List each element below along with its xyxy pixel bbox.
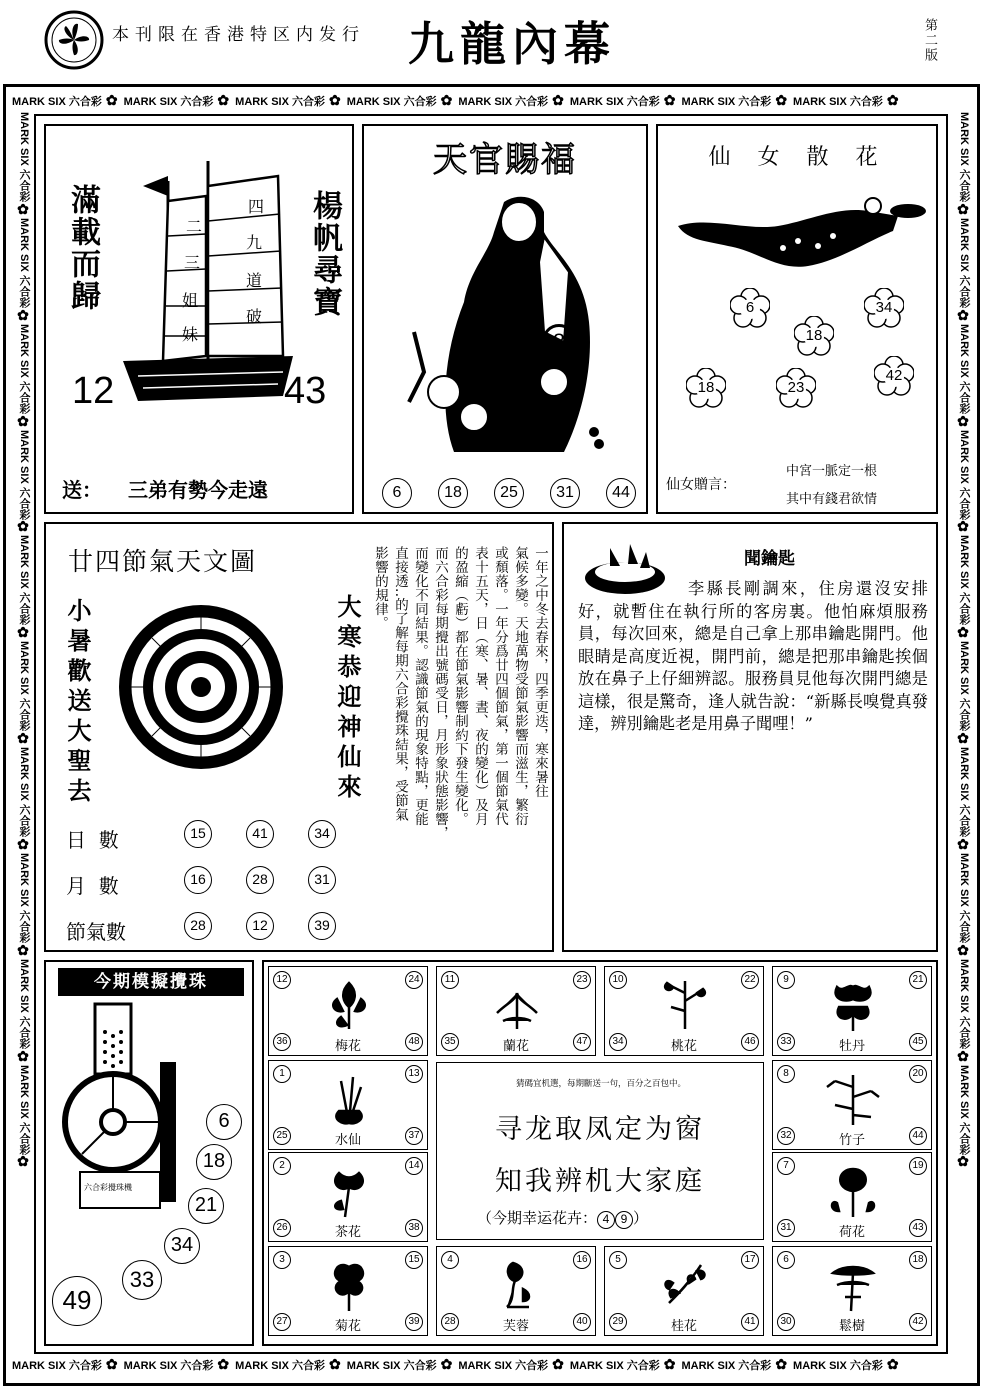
flower-ornament-icon: ✿: [956, 1154, 972, 1171]
ship-number-right: 43: [284, 370, 327, 412]
blossom-number: 42: [885, 367, 903, 384]
flower-ornament-icon: ✿: [440, 1356, 453, 1372]
tianguan-panel: [362, 124, 648, 514]
flower-illustration-icon: [655, 1253, 715, 1313]
flower-illustration-icon: [823, 1253, 883, 1313]
solar-row-label: 月 數: [66, 874, 119, 898]
solar-row-number: 16: [184, 866, 212, 894]
article-column: 的盈縮（虧）都在節氣影響制約下發生變化。: [452, 546, 468, 826]
flower-number: 23: [573, 971, 591, 989]
flower-illustration-icon: [823, 1159, 883, 1219]
flower-cell: [604, 966, 764, 1056]
flower-cell: [772, 1060, 932, 1150]
flower-blossom: [686, 368, 726, 408]
solar-terms-panel: [44, 522, 554, 952]
flower-cell: [772, 1246, 932, 1336]
flower-number: 44: [909, 1127, 927, 1145]
flower-ornament-icon: ✿: [956, 731, 972, 748]
border-strip-text: MARK SIX 六合彩: [18, 112, 30, 202]
sim-ball: 21: [188, 1188, 224, 1224]
flower-ornament-icon: ✿: [552, 1356, 564, 1372]
flower-ornament-icon: ✿: [16, 201, 32, 218]
flower-name: 水仙: [334, 1133, 361, 1148]
solar-row-number: 39: [308, 912, 336, 940]
border-strip-text: MARK SIX 六合彩: [12, 1360, 102, 1372]
flower-cell: [772, 1152, 932, 1242]
flower-number: 2: [273, 1157, 291, 1175]
sail-char-2: 九: [246, 233, 263, 252]
flower-number: 28: [441, 1313, 459, 1331]
solar-row-number: 15: [184, 820, 212, 848]
flower-number: 45: [909, 1033, 927, 1051]
saying-line-2: 其中有錢君欲情: [786, 492, 878, 507]
flower-name: 蘭花: [502, 1039, 529, 1054]
border-strip-top: [12, 92, 970, 112]
center-box: [436, 1062, 764, 1240]
flower-cell: [772, 966, 932, 1056]
border-strip-text: MARK SIX 六合彩: [458, 1360, 549, 1372]
left-vertical-slogan: 小暑歡送大聖去: [63, 598, 92, 808]
border-strip-text: MARK SIX 六合彩: [958, 852, 970, 943]
sim-ball: 6: [206, 1104, 242, 1140]
article-column: 直接透..的了解每期六合彩攪珠結果，受節氣: [392, 546, 408, 822]
flower-ornament-icon: ✿: [956, 307, 972, 324]
flower-name: 牡丹: [838, 1039, 865, 1054]
flower-number: 19: [909, 1157, 927, 1175]
flower-ornament-icon: ✿: [16, 519, 32, 536]
flower-blossoms: [658, 276, 940, 436]
solar-row-number: 28: [246, 866, 274, 894]
sim-ball: 34: [164, 1228, 200, 1264]
hint-number-1: 4: [597, 1211, 615, 1229]
border-strip-text: MARK SIX 六合彩: [235, 1360, 325, 1372]
flower-ornament-icon: ✿: [886, 1356, 899, 1372]
flower-ornament-icon: ✿: [105, 92, 118, 108]
tianguan-ball: 8: [542, 324, 576, 358]
flower-number: 24: [405, 971, 423, 989]
border-strip-text: MARK SIX 六合彩: [793, 1360, 883, 1372]
flower-illustration-icon: [319, 1067, 379, 1127]
sail-char-5: 二: [186, 217, 203, 236]
flower-ornament-icon: ✿: [956, 413, 972, 430]
flower-ornament-icon: ✿: [956, 201, 972, 218]
blossom-number: 34: [875, 299, 893, 316]
deity-figure-icon: [394, 182, 624, 462]
junk-ship-icon: [118, 156, 298, 406]
border-strip-text: MARK SIX 六合彩: [18, 958, 30, 1049]
lucky-flower-hint: [477, 1207, 737, 1229]
solar-row-number: 34: [308, 820, 336, 848]
flower-number: 27: [273, 1313, 291, 1331]
flower-ornament-icon: ✿: [16, 836, 32, 853]
ship-panel: [44, 124, 354, 514]
article-column: 影響的規律。: [372, 546, 388, 630]
border-strip-text: MARK SIX 六合彩: [681, 1360, 772, 1372]
solar-row-number: 28: [184, 912, 212, 940]
machine-label: 六合彩攪珠機: [84, 1183, 132, 1192]
flower-name: 鬆樹: [838, 1319, 865, 1334]
flower-name: 桃花: [670, 1039, 697, 1054]
border-strip-right: [950, 112, 972, 1352]
flower-number: 36: [273, 1033, 291, 1051]
flower-cell: [268, 1152, 428, 1242]
center-line-2: 知我辨机大家庭: [495, 1166, 705, 1197]
flower-ornament-icon: ✿: [16, 1048, 32, 1065]
flower-ornament-icon: ✿: [956, 519, 972, 536]
border-strip-text: MARK SIX 六合彩: [18, 852, 30, 943]
flower-number: 4: [441, 1251, 459, 1269]
border-strip-text: MARK SIX 六合彩: [18, 429, 30, 520]
border-strip-text: MARK SIX 六合彩: [346, 1360, 437, 1372]
flower-ornament-icon: ✿: [16, 942, 32, 959]
border-strip-text: MARK SIX 六合彩: [18, 323, 30, 414]
flower-number: 14: [405, 1157, 423, 1175]
border-strip-text: MARK SIX 六合彩: [346, 96, 437, 108]
border-strip-text: MARK SIX 六合彩: [235, 96, 325, 108]
flower-number: 33: [777, 1033, 795, 1051]
flower-ornament-icon: ✿: [16, 625, 32, 642]
flower-number: 9: [777, 971, 795, 989]
flower-illustration-icon: [823, 973, 883, 1033]
sail-char-3: 道: [246, 271, 263, 290]
border-strip-text: MARK SIX 六合彩: [18, 535, 30, 626]
fairy-figure-icon: [668, 186, 930, 276]
flower-number: 25: [273, 1127, 291, 1145]
article-column: 一年之中冬去春來，四季更迭，寒來暑往: [532, 546, 548, 798]
tianguan-number: 31: [550, 478, 580, 508]
flower-number: 3: [273, 1251, 291, 1269]
border-strip-bottom: [12, 1356, 970, 1376]
solar-row-label: 日 數: [66, 828, 119, 852]
flower-ornament-icon: ✿: [956, 625, 972, 642]
border-strip-text: MARK SIX 六合彩: [569, 96, 660, 108]
flower-number: 11: [441, 971, 459, 989]
flower-number: 16: [573, 1251, 591, 1269]
flower-number: 12: [273, 971, 291, 989]
flower-number: 26: [273, 1219, 291, 1237]
left-couplet: 滿載而歸: [65, 184, 100, 312]
flower-ornament-icon: ✿: [956, 942, 972, 959]
flower-number: 21: [909, 971, 927, 989]
article-column: 氣候多變。天地萬物受節氣影響而滋生，繁衍: [512, 546, 528, 826]
flower-cell: [268, 966, 428, 1056]
flower-number: 40: [573, 1313, 591, 1331]
flower-ornament-icon: ✿: [16, 307, 32, 324]
flower-ornament-icon: ✿: [16, 413, 32, 430]
saying-label: 仙女贈言：: [666, 477, 736, 493]
key-story-panel: [562, 522, 938, 952]
flower-number: 6: [777, 1251, 795, 1269]
flower-ornament-icon: ✿: [663, 92, 676, 108]
hint-prefix: （今期幸运花卉：: [477, 1209, 598, 1227]
border-strip-text: MARK SIX 六合彩: [958, 535, 970, 626]
flower-illustration-icon: [319, 1159, 379, 1219]
sim-ball: 49: [52, 1276, 102, 1326]
solar-row-number: 31: [308, 866, 336, 894]
edition-label: 第二版: [922, 18, 937, 63]
tianguan-title: 天官賜福: [433, 140, 577, 180]
flower-blossom: [864, 288, 904, 328]
flower-ornament-icon: ✿: [886, 92, 899, 108]
publisher-note: 本刊限在香港特区内发行: [112, 25, 365, 45]
flower-cell: [604, 1246, 764, 1336]
flower-number: 1: [273, 1065, 291, 1083]
flower-name: 荷花: [838, 1225, 865, 1240]
flower-ornament-icon: ✿: [552, 92, 564, 108]
flower-name: 茶花: [334, 1225, 361, 1240]
flower-blossom: [776, 368, 816, 408]
border-strip-text: MARK SIX 六合彩: [958, 112, 970, 202]
flower-number: 10: [609, 971, 627, 989]
border-strip-text: MARK SIX 六合彩: [958, 429, 970, 520]
solar-row-number: 41: [246, 820, 274, 848]
flower-number: 8: [777, 1065, 795, 1083]
tianguan-number: 44: [606, 478, 636, 508]
blossom-number: 23: [787, 379, 805, 396]
simulation-title: 今期模擬攪珠: [58, 968, 244, 996]
flower-illustration-icon: [823, 1067, 883, 1127]
flower-cell: [436, 1246, 596, 1336]
flower-illustration-icon: [319, 1253, 379, 1313]
flower-ornament-icon: ✿: [329, 92, 341, 108]
flower-illustration-icon: [487, 1253, 547, 1313]
key-story-paragraph: 李縣長剛調來，住房還沒安排好，就暫住在執行所的客房裏。他怕麻煩服務員，每次回來，總是自己拿上那串鑰匙開門。他眼睛是高度近視，開門前，總是把那串鑰匙挨個放在鼻子上仔細辨認。服務員見他每次開門總是這樣，很是驚奇，逢人就告說：“新縣長嗅覺真發達，辨別鑰匙老是用鼻子聞哩！”: [578, 579, 928, 733]
solar-wheel-icon: [116, 602, 286, 772]
flower-illustration-icon: [319, 973, 379, 1033]
solar-row-label: 節氣數: [66, 920, 126, 944]
blossom-number: 18: [805, 327, 823, 344]
border-strip-text: MARK SIX 六合彩: [18, 641, 30, 732]
flower-number: 13: [405, 1065, 423, 1083]
flower-name: 竹子: [838, 1133, 865, 1148]
flower-blossom: [874, 356, 914, 396]
flower-grid-panel: [262, 960, 938, 1346]
flower-number: 35: [441, 1033, 459, 1051]
solar-article: [368, 546, 550, 946]
flower-blossom: [794, 316, 834, 356]
flower-blossom: [730, 288, 770, 328]
border-strip-text: MARK SIX 六合彩: [958, 641, 970, 732]
flower-name: 桂花: [670, 1319, 697, 1334]
flower-number: 20: [909, 1065, 927, 1083]
flower-name: 梅花: [334, 1039, 361, 1054]
flower-ornament-icon: ✿: [16, 1154, 32, 1171]
border-strip-left: [10, 112, 32, 1352]
flower-number: 42: [909, 1313, 927, 1331]
send-label: 送：: [62, 478, 102, 502]
flower-number: 7: [777, 1157, 795, 1175]
border-strip-text: MARK SIX 六合彩: [12, 96, 102, 108]
tianguan-number: 18: [438, 478, 468, 508]
lottery-machine-icon: [60, 1002, 180, 1212]
border-strip-text: MARK SIX 六合彩: [958, 747, 970, 837]
flower-ornament-icon: ✿: [217, 1356, 230, 1372]
flower-ornament-icon: ✿: [217, 92, 230, 108]
flower-illustration-icon: [487, 973, 547, 1033]
border-strip-text: MARK SIX 六合彩: [958, 1064, 970, 1155]
tianguan-number: 25: [494, 478, 524, 508]
border-strip-text: MARK SIX 六合彩: [958, 217, 970, 308]
fairy-panel: [656, 124, 938, 514]
border-strip-text: MARK SIX 六合彩: [18, 217, 30, 308]
flower-ornament-icon: ✿: [329, 1356, 341, 1372]
border-strip-text: MARK SIX 六合彩: [18, 1064, 30, 1155]
tianguan-number: 6: [382, 478, 412, 508]
ship-number-left: 12: [72, 370, 115, 412]
flower-ornament-icon: ✿: [105, 1356, 118, 1372]
right-vertical-slogan: 大寒恭迎神仙來: [333, 594, 362, 804]
send-text: 三弟有勢今走遠: [128, 478, 268, 502]
border-strip-text: MARK SIX 六合彩: [18, 747, 30, 837]
flower-name: 芙蓉: [502, 1319, 529, 1334]
fairy-title: 仙 女 散 花: [708, 145, 888, 170]
center-note: 猜碼宜机選，每期斷送一句，百分之百包中。: [515, 1079, 686, 1089]
sail-char-1: 四: [248, 197, 265, 216]
blossom-number: 18: [697, 379, 715, 396]
flower-ornament-icon: ✿: [663, 1356, 676, 1372]
flower-number: 46: [741, 1033, 759, 1051]
article-column: 表十五天，日（寒、暑、晝、夜的變化）及月: [472, 546, 488, 826]
sim-ball: 18: [196, 1144, 232, 1180]
hint-suffix: ）: [633, 1209, 649, 1227]
flower-number: 34: [609, 1033, 627, 1051]
flower-number: 30: [777, 1313, 795, 1331]
right-couplet: 楊帆尋寶: [307, 190, 342, 318]
border-strip-text: MARK SIX 六合彩: [681, 96, 772, 108]
flower-number: 37: [405, 1127, 423, 1145]
flower-number: 32: [777, 1127, 795, 1145]
flower-number: 31: [777, 1219, 795, 1237]
flower-ornament-icon: ✿: [775, 92, 788, 108]
flower-cell: [268, 1246, 428, 1336]
center-line-1: 寻龙取凤定为窗: [495, 1114, 705, 1145]
blossom-number: 6: [745, 299, 755, 316]
border-strip-text: MARK SIX 六合彩: [958, 323, 970, 414]
sail-char-8: 妹: [182, 325, 199, 344]
flower-number: 39: [405, 1313, 423, 1331]
article-column: 而六合彩每期攪出號碼受日，月形象狀態影響，: [432, 546, 448, 840]
flower-number: 22: [741, 971, 759, 989]
border-strip-text: MARK SIX 六合彩: [793, 96, 883, 108]
saying-line-1: 中宮一脈定一根: [786, 464, 878, 479]
flower-ornament-icon: ✿: [956, 1048, 972, 1065]
flower-number: 17: [741, 1251, 759, 1269]
flower-number: 5: [609, 1251, 627, 1269]
flower-illustration-icon: [655, 973, 715, 1033]
border-strip-text: MARK SIX 六合彩: [458, 96, 549, 108]
flower-name: 菊花: [334, 1319, 361, 1334]
solar-title: 廿四節氣天文圖: [68, 547, 258, 576]
page-title: 九龍內幕: [408, 17, 616, 71]
flower-number: 47: [573, 1033, 591, 1051]
sail-char-6: 三: [184, 253, 201, 272]
border-strip-text: MARK SIX 六合彩: [123, 1360, 214, 1372]
key-story-title: 聞鑰匙: [744, 549, 795, 569]
sail-char-4: 破: [246, 307, 263, 326]
flower-number: 15: [405, 1251, 423, 1269]
flower-ornament-icon: ✿: [956, 836, 972, 853]
flower-number: 43: [909, 1219, 927, 1237]
border-strip-text: MARK SIX 六合彩: [569, 1360, 660, 1372]
hk-emblem-icon: [44, 10, 104, 70]
article-column: 或頹落。一年分爲廿四個節氣，第一個節氣代: [492, 546, 508, 826]
border-strip-text: MARK SIX 六合彩: [123, 96, 214, 108]
border-strip-text: MARK SIX 六合彩: [958, 958, 970, 1049]
hint-number-2: 9: [615, 1211, 633, 1229]
flower-number: 18: [909, 1251, 927, 1269]
sim-ball: 33: [122, 1260, 162, 1300]
header: [0, 0, 982, 84]
simulation-panel: [44, 960, 254, 1346]
flower-number: 48: [405, 1033, 423, 1051]
article-column: 而變化不同結果。認識節氣的現象特點，更能: [412, 546, 428, 826]
flower-ornament-icon: ✿: [775, 1356, 788, 1372]
sail-char-7: 姐: [182, 291, 199, 310]
flower-cell: [268, 1060, 428, 1150]
flower-number: 29: [609, 1313, 627, 1331]
flower-ornament-icon: ✿: [440, 92, 453, 108]
flower-number: 38: [405, 1219, 423, 1237]
flower-number: 41: [741, 1313, 759, 1331]
solar-row-number: 12: [246, 912, 274, 940]
flower-ornament-icon: ✿: [16, 731, 32, 748]
flower-cell: [436, 966, 596, 1056]
